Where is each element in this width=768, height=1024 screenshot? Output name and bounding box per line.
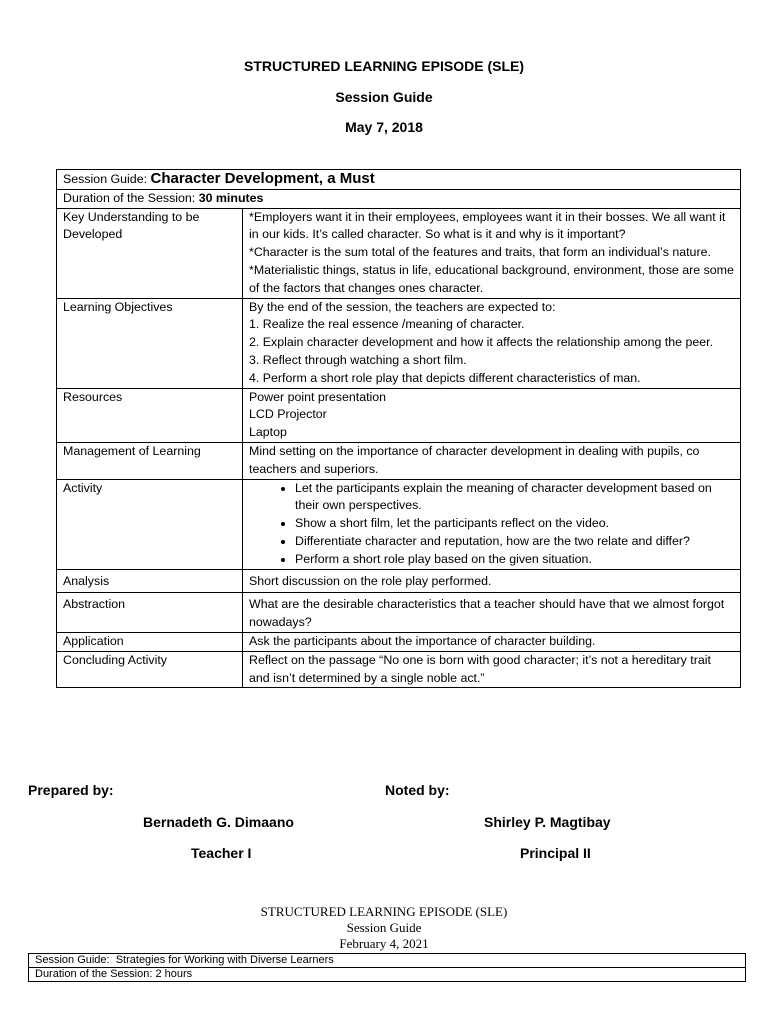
- row-label: Activity: [57, 479, 243, 569]
- list-item: • Perform a short role play based on the given situation.: [295, 551, 734, 569]
- table-row: [57, 442, 741, 479]
- content-line: Laptop: [249, 425, 287, 440]
- content-line: 1. Realize the real essence /meaning of character.: [249, 317, 525, 332]
- content-line: *Materialistic things, status in life, educational background, environment, those are some of the factors that changes ones character.: [249, 262, 734, 295]
- table-row: [57, 479, 741, 569]
- table-row: [57, 632, 741, 651]
- content-line: 3. Reflect through watching a short film.: [249, 352, 467, 367]
- table-row: [29, 968, 746, 982]
- prepared-by-title: Teacher I: [191, 845, 252, 861]
- table-row: [57, 651, 741, 688]
- table-row: [57, 593, 741, 633]
- document-subtitle: Session Guide: [335, 89, 433, 105]
- content-line: Power point presentation: [249, 389, 387, 404]
- content-line: Reflect on the passage “No one is born with good character; it’s not a hereditary trait and isn’t determined by a single noble act.”: [249, 652, 711, 685]
- row-label: Abstraction: [57, 593, 243, 633]
- row-content: [243, 593, 741, 633]
- second-page-title: STRUCTURED LEARNING EPISODE (SLE): [260, 904, 508, 919]
- table-row: [57, 569, 741, 593]
- content-line: *Character is the sum total of the features and traits, that form an individual’s nature.: [249, 245, 711, 260]
- second-duration: Duration of the Session: 2 hours: [29, 968, 746, 982]
- noted-by-label: Noted by:: [385, 782, 450, 798]
- content-line: Ask the participants about the importance of character building.: [249, 633, 596, 648]
- row-label: Management of Learning: [57, 442, 243, 479]
- document-date: May 7, 2018: [345, 119, 423, 135]
- row-content: [243, 388, 741, 442]
- content-line: Short discussion on the role play performed.: [249, 573, 492, 588]
- content-line: By the end of the session, the teachers are expected to:: [249, 299, 556, 314]
- duration-value: 30 minutes: [198, 190, 264, 205]
- session-guide-table: [56, 169, 741, 688]
- session-guide-title: Character Development, a Must: [150, 170, 375, 187]
- activity-list: [249, 480, 734, 569]
- row-label: Learning Objectives: [57, 298, 243, 388]
- row-content: [243, 569, 741, 593]
- row-content: [243, 651, 741, 688]
- second-page-subtitle: Session Guide: [346, 920, 422, 935]
- content-line: 4. Perform a short role play that depicts different characteristics of man.: [249, 370, 641, 385]
- list-item: • Let the participants explain the meaning of character development based on their own perspectives.: [295, 480, 734, 516]
- row-label: Key Understanding to be Developed: [57, 208, 243, 298]
- list-item: • Differentiate character and reputation, how are the two relate and differ?: [295, 533, 734, 551]
- table-row: [29, 954, 746, 968]
- second-session-table: [28, 953, 746, 982]
- row-label: Resources: [57, 388, 243, 442]
- table-row: [57, 388, 741, 442]
- second-page-date: February 4, 2021: [339, 936, 429, 951]
- content-line: Mind setting on the importance of character development in dealing with pupils, co teachers and superiors.: [249, 443, 700, 476]
- session-guide-cell: [57, 170, 741, 190]
- noted-by-title: Principal II: [520, 845, 591, 861]
- row-label: Application: [57, 632, 243, 651]
- document-title: STRUCTURED LEARNING EPISODE (SLE): [243, 58, 524, 74]
- duration-row: [57, 189, 741, 208]
- content-line: LCD Projector: [249, 407, 327, 422]
- duration-cell: [57, 189, 741, 208]
- row-label: Concluding Activity: [57, 651, 243, 688]
- row-content: [243, 479, 741, 569]
- session-guide-row: [57, 170, 741, 190]
- row-content: [243, 632, 741, 651]
- row-label: Analysis: [57, 569, 243, 593]
- content-line: *Employers want it in their employees, employees want it in their bosses. We all want it in our kids. It’s called character. So what is it and why is it important?: [249, 209, 726, 242]
- noted-by-name: Shirley P. Magtibay: [484, 814, 611, 830]
- duration-label: Duration of the Session:: [63, 190, 199, 205]
- row-content: [243, 208, 741, 298]
- table-row: [57, 208, 741, 298]
- content-line: 2. Explain character development and how it affects the relationship among the peer.: [249, 335, 714, 350]
- prepared-by-label: Prepared by:: [28, 782, 114, 798]
- second-session-guide: Session Guide: Strategies for Working with Diverse Learners: [29, 954, 746, 968]
- prepared-by-name: Bernadeth G. Dimaano: [143, 814, 294, 830]
- list-item: • Show a short film, let the participants reflect on the video.: [295, 515, 734, 533]
- row-content: [243, 442, 741, 479]
- content-line: What are the desirable characteristics that a teacher should have that we almost forgot nowadays?: [249, 597, 725, 630]
- row-content: [243, 298, 741, 388]
- table-row: [57, 298, 741, 388]
- session-guide-label: Session Guide:: [63, 172, 151, 186]
